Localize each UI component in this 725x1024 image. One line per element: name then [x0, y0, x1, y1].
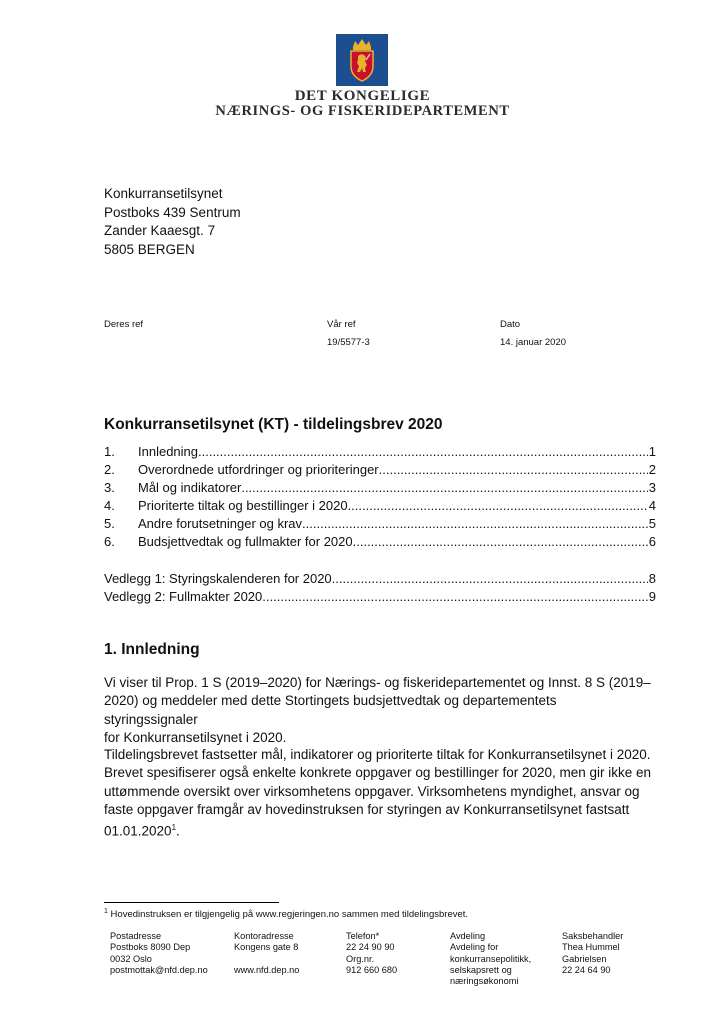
footer-line: næringsøkonomi	[450, 976, 519, 987]
paragraph-line: for Konkurransetilsynet i 2020.	[104, 729, 287, 745]
toc-item-page: 4	[648, 498, 656, 513]
footer-kontoradresse	[234, 931, 299, 976]
footer-line: 22 24 90 90	[346, 942, 395, 953]
footnote-separator	[104, 902, 279, 903]
footer-line: selskapsrett og	[450, 964, 512, 975]
var-ref-label: Vår ref	[327, 319, 356, 330]
footer-line: Org.nr.	[346, 953, 375, 964]
recipient-line: Konkurransetilsynet	[104, 186, 223, 201]
footnote-marker: 1	[104, 908, 108, 915]
toc-appendix-page: 9	[648, 589, 656, 604]
toc-item-number: 2.	[104, 462, 115, 477]
toc-item-label: Prioriterte tiltak og bestillinger i 2020	[138, 498, 348, 513]
footer-line: Telefon*	[346, 931, 380, 941]
toc-item-number: 5.	[104, 516, 115, 531]
toc-item[interactable]	[104, 515, 656, 533]
toc-item[interactable]	[104, 479, 656, 497]
department-name-line-1: DET KONGELIGE	[294, 88, 431, 104]
paragraph-text: 01.01.2020	[104, 823, 172, 839]
toc-item-label: Innledning	[138, 444, 198, 459]
paragraph-2	[104, 746, 654, 841]
toc-dot-leader	[262, 588, 647, 606]
recipient-address	[104, 185, 241, 259]
section-heading-innledning: 1. Innledning	[104, 641, 200, 658]
footer-line: Kongens gate 8	[234, 942, 299, 953]
toc-dot-leader	[353, 533, 648, 551]
toc-appendix-item[interactable]	[104, 570, 656, 588]
footer-line: 22 24 64 90	[562, 964, 611, 975]
table-of-contents	[104, 443, 656, 551]
paragraph-line	[104, 819, 654, 841]
toc-item[interactable]	[104, 443, 656, 461]
paragraph-line: Tildelingsbrevet fastsetter mål, indikatorer og prioriterte tiltak for Konkurransetilsynet i 2020.	[104, 747, 651, 762]
footer-line: Postadresse	[110, 931, 162, 941]
paragraph-line: Vi viser til Prop. 1 S (2019–2020) for Nærings- og fiskeridepartementet og Innst. 8 S (2019–	[104, 675, 651, 690]
toc-item-label: Overordnede utfordringer og prioriteringer	[138, 462, 379, 477]
toc-item-page: 2	[648, 462, 656, 477]
var-ref-value: 19/5577-3	[327, 337, 370, 348]
toc-item-page: 3	[648, 480, 656, 495]
footnote	[104, 908, 468, 920]
toc-item-label: Mål og indikatorer	[138, 480, 242, 495]
toc-item-label: Budsjettvedtak og fullmakter for 2020	[138, 534, 353, 549]
footer-avdeling	[450, 931, 531, 987]
footer-line: Postboks 8090 Dep	[110, 942, 191, 953]
footer-line	[234, 954, 299, 965]
dato-label: Dato	[500, 319, 521, 330]
footnote-reference[interactable]: 1	[171, 823, 177, 833]
footer-line: 0032 Oslo	[110, 953, 152, 964]
footer-line: Kontoradresse	[234, 931, 294, 941]
dato-value: 14. januar 2020	[500, 337, 567, 348]
toc-item[interactable]	[104, 461, 656, 479]
toc-appendix-label: Vedlegg 1: Styringskalenderen for 2020	[104, 571, 332, 586]
coat-of-arms-emblem	[336, 34, 388, 86]
toc-item[interactable]	[104, 533, 656, 551]
footnote-text: Hovedinstruksen er tilgjengelig på www.regjeringen.no sammen med tildelingsbrevet.	[110, 909, 469, 921]
paragraph-line: 2020) og meddeler med dette Stortingets budsjettvedtak og departementets styringssignaler	[104, 693, 557, 727]
toc-item-number: 4.	[104, 498, 115, 513]
footer-line: Gabrielsen	[562, 953, 607, 964]
toc-item-label: Andre forutsetninger og krav	[138, 516, 303, 531]
toc-dot-leader	[332, 570, 648, 588]
recipient-line: Zander Kaaesgt. 7	[104, 223, 216, 238]
footer-email[interactable]: postmottak@nfd.dep.no	[110, 964, 208, 975]
footer-telefon	[346, 931, 397, 976]
footer-line: Saksbehandler	[562, 931, 624, 941]
paragraph-line: Brevet spesifiserer også enkelte konkrete oppgaver og bestillinger for 2020, men gir ikke en	[104, 765, 652, 781]
footer-line: Avdeling for	[450, 942, 499, 953]
toc-dot-leader	[348, 497, 648, 515]
document-title: Konkurransetilsynet (KT) - tildelingsbrev 2020	[104, 416, 443, 433]
paragraph-text: .	[176, 823, 180, 839]
footer-website-link[interactable]: www.nfd.dep.no	[234, 964, 300, 975]
paragraph-line: uttømmende oversikt over virksomhetens oppgaver. Virksomhetens myndighet, ansvar og	[104, 783, 640, 799]
footer-line: konkurransepolitikk,	[450, 953, 532, 964]
toc-item-number: 6.	[104, 534, 115, 549]
recipient-line: 5805 BERGEN	[104, 241, 195, 257]
toc-dot-leader	[198, 443, 648, 461]
footer-postadresse	[110, 931, 208, 976]
toc-dot-leader	[241, 479, 647, 497]
toc-item-number: 1.	[104, 444, 115, 459]
toc-dot-leader	[302, 515, 648, 533]
recipient-line: Postboks 439 Sentrum	[104, 204, 241, 220]
toc-item-page: 1	[648, 444, 656, 459]
footer-line: Avdeling	[450, 931, 486, 941]
footer-saksbehandler	[562, 931, 623, 976]
deres-ref-label: Deres ref	[104, 319, 144, 330]
toc-appendices	[104, 570, 656, 606]
coat-of-arms-icon	[336, 34, 388, 86]
toc-item-page: 5	[648, 516, 656, 531]
toc-dot-leader	[379, 461, 648, 479]
footer-line: Thea Hummel	[562, 942, 620, 953]
paragraph-line: faste oppgaver framgår av hovedinstruksen for styringen av Konkurransetilsynet fastsatt	[104, 801, 630, 817]
footer-line: 912 660 680	[346, 964, 398, 975]
toc-appendix-item[interactable]	[104, 588, 656, 606]
toc-appendix-page: 8	[648, 571, 656, 586]
toc-item-page: 6	[648, 534, 656, 549]
paragraph-1	[104, 674, 654, 747]
department-name-line-2: NÆRINGS- OG FISKERIDEPARTEMENT	[215, 103, 510, 119]
toc-appendix-label: Vedlegg 2: Fullmakter 2020	[104, 589, 263, 604]
toc-item[interactable]	[104, 497, 656, 515]
toc-item-number: 3.	[104, 480, 115, 495]
